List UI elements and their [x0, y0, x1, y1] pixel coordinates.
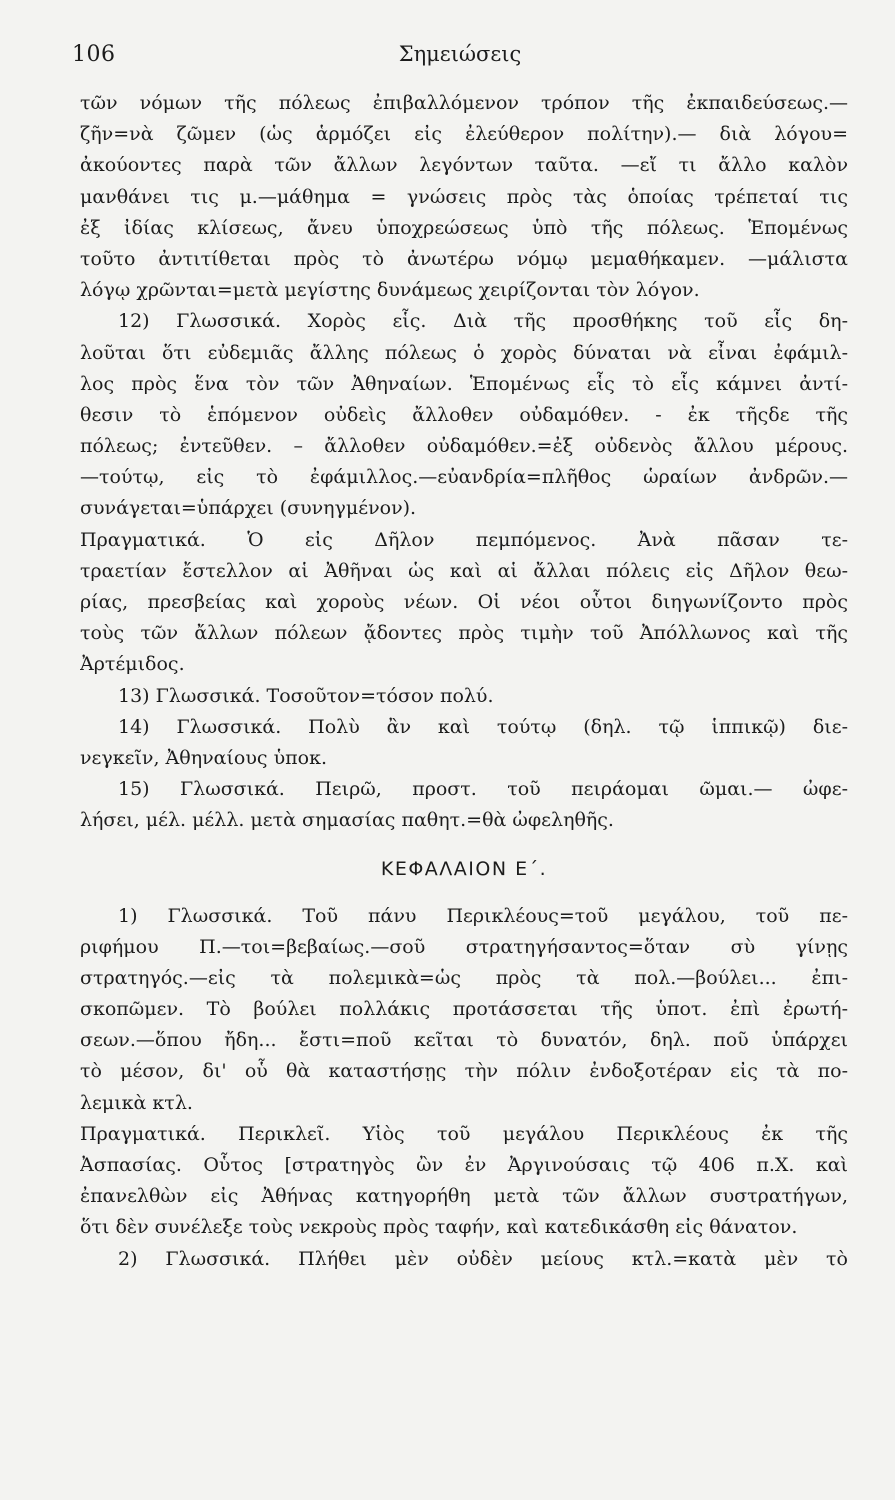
text-line: ζῆν=νὰ ζῶμεν (ὡς ἁρμόζει εἰς ἐλεύθερον πολίτην).— διὰ λόγου=	[80, 123, 848, 146]
chapter-note-2-heading: 2) Γλωσσικά. Πλήθει μὲν οὐδὲν μείους κτλ.=κατὰ μὲν τὸ	[118, 1247, 848, 1270]
text-line: συνάγεται=ὑπάρχει (συνηγμένον).	[80, 497, 417, 520]
text-line: τοὺς τῶν ἄλλων πόλεων ᾄδοντες πρὸς τιμὴν τοῦ Ἀπόλλωνος καὶ τῆς	[80, 622, 848, 645]
text-line: Ἀρτέμιδος.	[80, 653, 185, 676]
text-line: ἐπανελθὼν εἰς Ἀθήνας κατηγορήθη μετὰ τῶν ἄλλων συστρατήγων,	[80, 1185, 848, 1208]
text-line: τῶν νόμων τῆς πόλεως ἐπιβαλλόμενον τρόπον τῆς ἐκπαιδεύσεως.—	[80, 92, 848, 114]
text-line: νεγκεῖν, Ἀθηναίους ὑποκ.	[80, 746, 327, 769]
text-line: ριφήμου Π.—τοι=βεβαίως.—σοῦ στρατηγήσαντος=ὅταν σὺ γίνῃς	[80, 935, 848, 958]
note-13-heading: 13) Γλωσσικά. Τοσοῦτον=τόσον πολύ.	[118, 684, 494, 707]
text-line: Ἀσπασίας. Οὗτος [στρατηγὸς ὢν ἐν Ἀργινούσαις τῷ 406 π.Χ. καὶ	[80, 1154, 848, 1176]
running-title: Σημειώσεις	[398, 42, 522, 66]
notes-text	[80, 88, 848, 1275]
chapter-note-1-heading: 1) Γλωσσικά. Τοῦ πάνυ Περικλέους=τοῦ μεγάλου, τοῦ πε-	[118, 904, 848, 927]
text-line: ρίας, πρεσβείας καὶ χοροὺς νέων. Οἱ νέοι οὗτοι διηγωνίζοντο πρὸς	[80, 591, 848, 613]
note-15-heading: 15) Γλωσσικά. Πειρῶ, προστ. τοῦ πειράομαι ῶμαι.— ὠφε-	[118, 778, 848, 801]
page-number: 106	[72, 42, 116, 67]
text-line: σεων.—ὅπου ἤδη... ἔστι=ποῦ κεῖται τὸ δυνατόν, δηλ. ποῦ ὑπάρχει	[80, 1029, 848, 1052]
text-line: τοῦτο ἀντιτίθεται πρὸς τὸ ἀνωτέρω νόμῳ μεμαθήκαμεν. —μάλιστα	[80, 247, 848, 270]
text-line: μανθάνει τις μ.—μάθημα = γνώσεις πρὸς τὰς ὁποίας τρέπεταί τις	[80, 185, 848, 208]
text-line: ἀκούοντες παρὰ τῶν ἄλλων λεγόντων ταῦτα. —εἴ τι ἄλλο καλὸν	[80, 154, 848, 177]
text-line: ἐξ ἰδίας κλίσεως, ἄνευ ὑποχρεώσεως ὑπὸ τῆς πόλεως. Ἑπομένως	[80, 216, 848, 239]
text-line: λήσει, μέλ. μέλλ. μετὰ σημασίας παθητ.=θὰ ὠφεληθῆς.	[80, 809, 614, 832]
chapter-heading: ΚΕΦΑΛΑΙΟΝ Ε΄.	[380, 857, 548, 880]
text-line: λόγῳ χρῶνται=μετὰ μεγίστης δυνάμεως χειρίζονται τὸν λόγον.	[80, 279, 700, 302]
note-14-heading: 14) Γλωσσικά. Πολὺ ἂν καὶ τούτῳ (δηλ. τῷ ἱππικῷ) διε-	[118, 715, 848, 738]
text-line: στρατηγός.—εἰς τὰ πολεμικὰ=ὡς πρὸς τὰ πολ.—βούλει... ἐπι-	[80, 966, 848, 989]
text-line: θεσιν τὸ ἑπόμενον οὐδεὶς ἄλλοθεν οὐδαμόθεν. - ἐκ τῆςδε τῆς	[80, 403, 848, 426]
text-line: ὅτι δὲν συνέλεξε τοὺς νεκροὺς πρὸς ταφήν, καὶ κατεδικάσθη εἰς θάνατον.	[80, 1216, 798, 1239]
text-line: σκοπῶμεν. Τὸ βούλει πολλάκις προτάσσεται τῆς ὑποτ. ἐπὶ ἐρωτή-	[80, 998, 848, 1021]
text-line: τραετίαν ἔστελλον αἱ Ἀθῆναι ὡς καὶ αἱ ἄλλαι πόλεις εἰς Δῆλον θεω-	[80, 559, 848, 582]
text-line: λεμικὰ κτλ.	[80, 1091, 193, 1114]
text-line: λοῦται ὅτι εὐδεμιᾶς ἄλλης πόλεως ὁ χορὸς δύναται νὰ εἶναι ἐφάμιλ-	[80, 341, 848, 364]
pragmatika-heading-2: Πραγματικά. Περικλεῖ. Υἱὸς τοῦ μεγάλου Περικλέους ἐκ τῆς	[80, 1122, 848, 1145]
page-header	[70, 42, 850, 74]
text-line: —τούτῳ, εἰς τὸ ἐφάμιλλος.—εὐανδρία=πλῆθος ὡραίων ἀνδρῶν.—	[80, 466, 848, 489]
text-line: πόλεως; ἐντεῦθεν. – ἄλλοθεν οὐδαμόθεν.=ἐξ οὐδενὸς ἄλλου μέρους.	[80, 435, 848, 458]
text-line: λος πρὸς ἕνα τὸν τῶν Ἀθηναίων. Ἑπομένως εἷς τὸ εἷς κάμνει ἀντί-	[80, 372, 848, 395]
pragmatika-heading: Πραγματικά. Ὁ εἰς Δῆλον πεμπόμενος. Ἀνὰ πᾶσαν τε-	[80, 528, 848, 551]
text-line: τὸ μέσον, δι' οὗ θὰ καταστήσῃς τὴν πόλιν ἐνδοξοτέραν εἰς τὰ πο-	[80, 1060, 848, 1083]
note-12-heading: 12) Γλωσσικά. Χορὸς εἷς. Διὰ τῆς προσθήκης τοῦ εἷς δη-	[118, 310, 848, 333]
